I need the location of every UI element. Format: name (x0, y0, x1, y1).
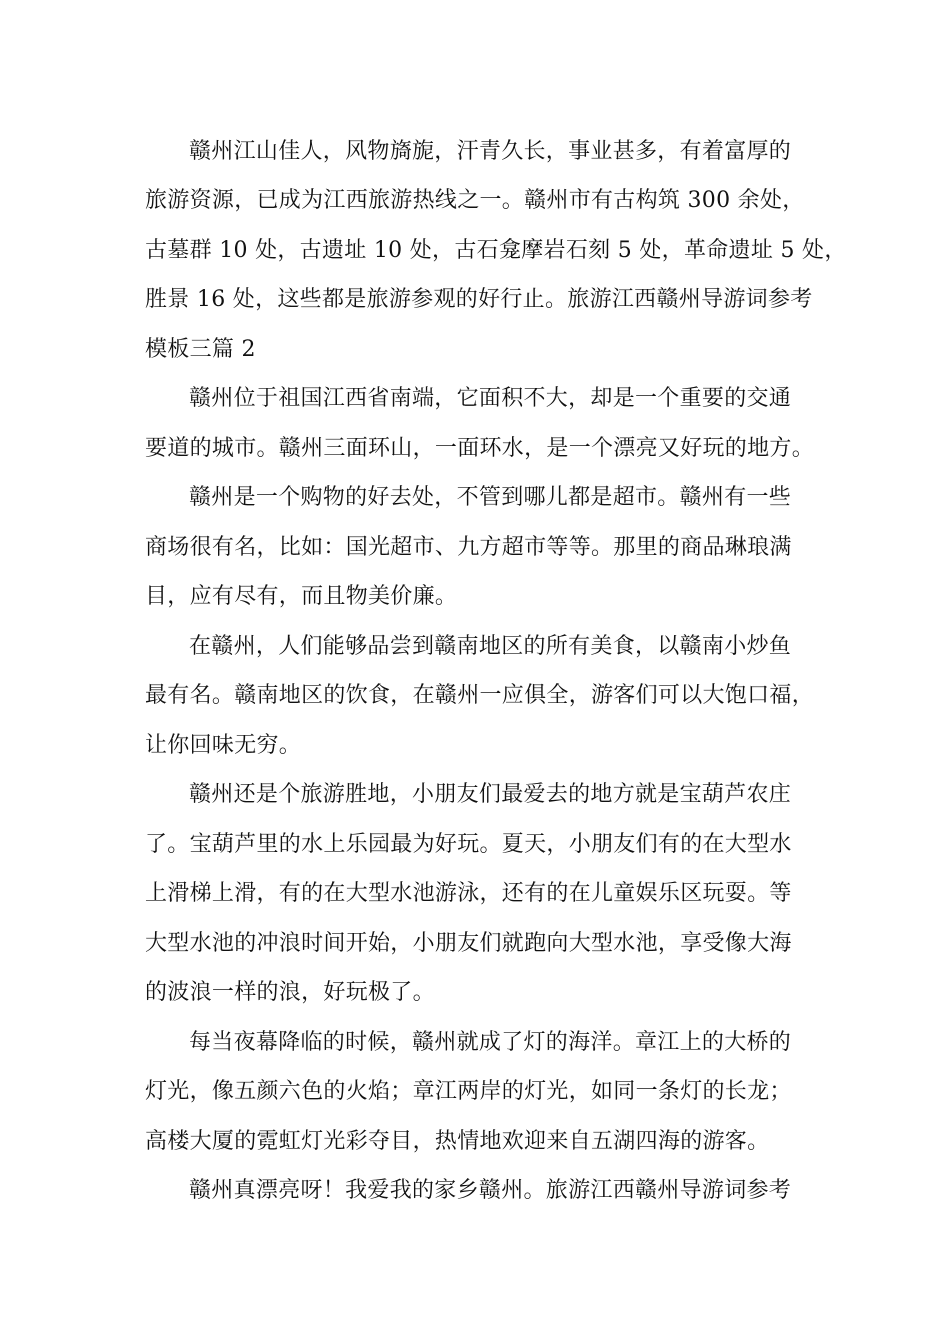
text-line: 赣州位于祖国江西省南端，它面积不大，却是一个重要的交通 (189, 386, 792, 411)
text-line: 古墓群 10 处，古遗址 10 处，古石龛摩岩石刻 5 处，革命遗址 5 处， (145, 238, 847, 263)
text-line: 高楼大厦的霓虹灯光彩夺目，热情地欢迎来自五湖四海的游客。 (145, 1129, 770, 1154)
text-line: 的波浪一样的浪，好玩极了。 (145, 980, 435, 1005)
text-line: 赣州真漂亮呀！我爱我的家乡赣州。旅游江西赣州导游词参考 (189, 1178, 792, 1203)
text-line: 了。宝葫芦里的水上乐园最为好玩。夏天，小朋友们有的在大型水 (145, 832, 792, 857)
text-line: 最有名。赣南地区的饮食，在赣州一应俱全，游客们可以大饱口福， (145, 683, 815, 708)
text-line: 灯光，像五颜六色的火焰；章江两岸的灯光，如同一条灯的长龙； (145, 1079, 792, 1104)
text-line: 商场很有名，比如：国光超市、九方超市等等。那里的商品琳琅满 (145, 535, 792, 560)
text-line: 让你回味无穷。 (145, 733, 302, 758)
text-line: 上滑梯上滑，有的在大型水池游泳，还有的在儿童娱乐区玩耍。等 (145, 881, 792, 906)
text-line: 每当夜幕降临的时候，赣州就成了灯的海洋。章江上的大桥的 (189, 1030, 792, 1055)
text-line: 目，应有尽有，而且物美价廉。 (145, 584, 458, 609)
text-line: 赣州江山佳人，风物旖旎，汗青久长，事业甚多，有着富厚的 (189, 139, 792, 164)
text-line: 要道的城市。赣州三面环山，一面环水，是一个漂亮又好玩的地方。 (145, 436, 815, 461)
text-line: 赣州是一个购物的好去处，不管到哪儿都是超市。赣州有一些 (189, 485, 792, 510)
text-line: 模板三篇 2 (145, 337, 256, 362)
text-line: 胜景 16 处，这些都是旅游参观的好行止。旅游江西赣州导游词参考 (145, 287, 813, 312)
text-line: 旅游资源，已成为江西旅游热线之一。赣州市有古构筑 300 余处， (145, 188, 805, 213)
text-line: 赣州还是个旅游胜地，小朋友们最爱去的地方就是宝葫芦农庄 (189, 782, 792, 807)
text-line: 大型水池的冲浪时间开始，小朋友们就跑向大型水池，享受像大海 (145, 931, 792, 956)
text-line: 在赣州，人们能够品尝到赣南地区的所有美食，以赣南小炒鱼 (189, 634, 792, 659)
